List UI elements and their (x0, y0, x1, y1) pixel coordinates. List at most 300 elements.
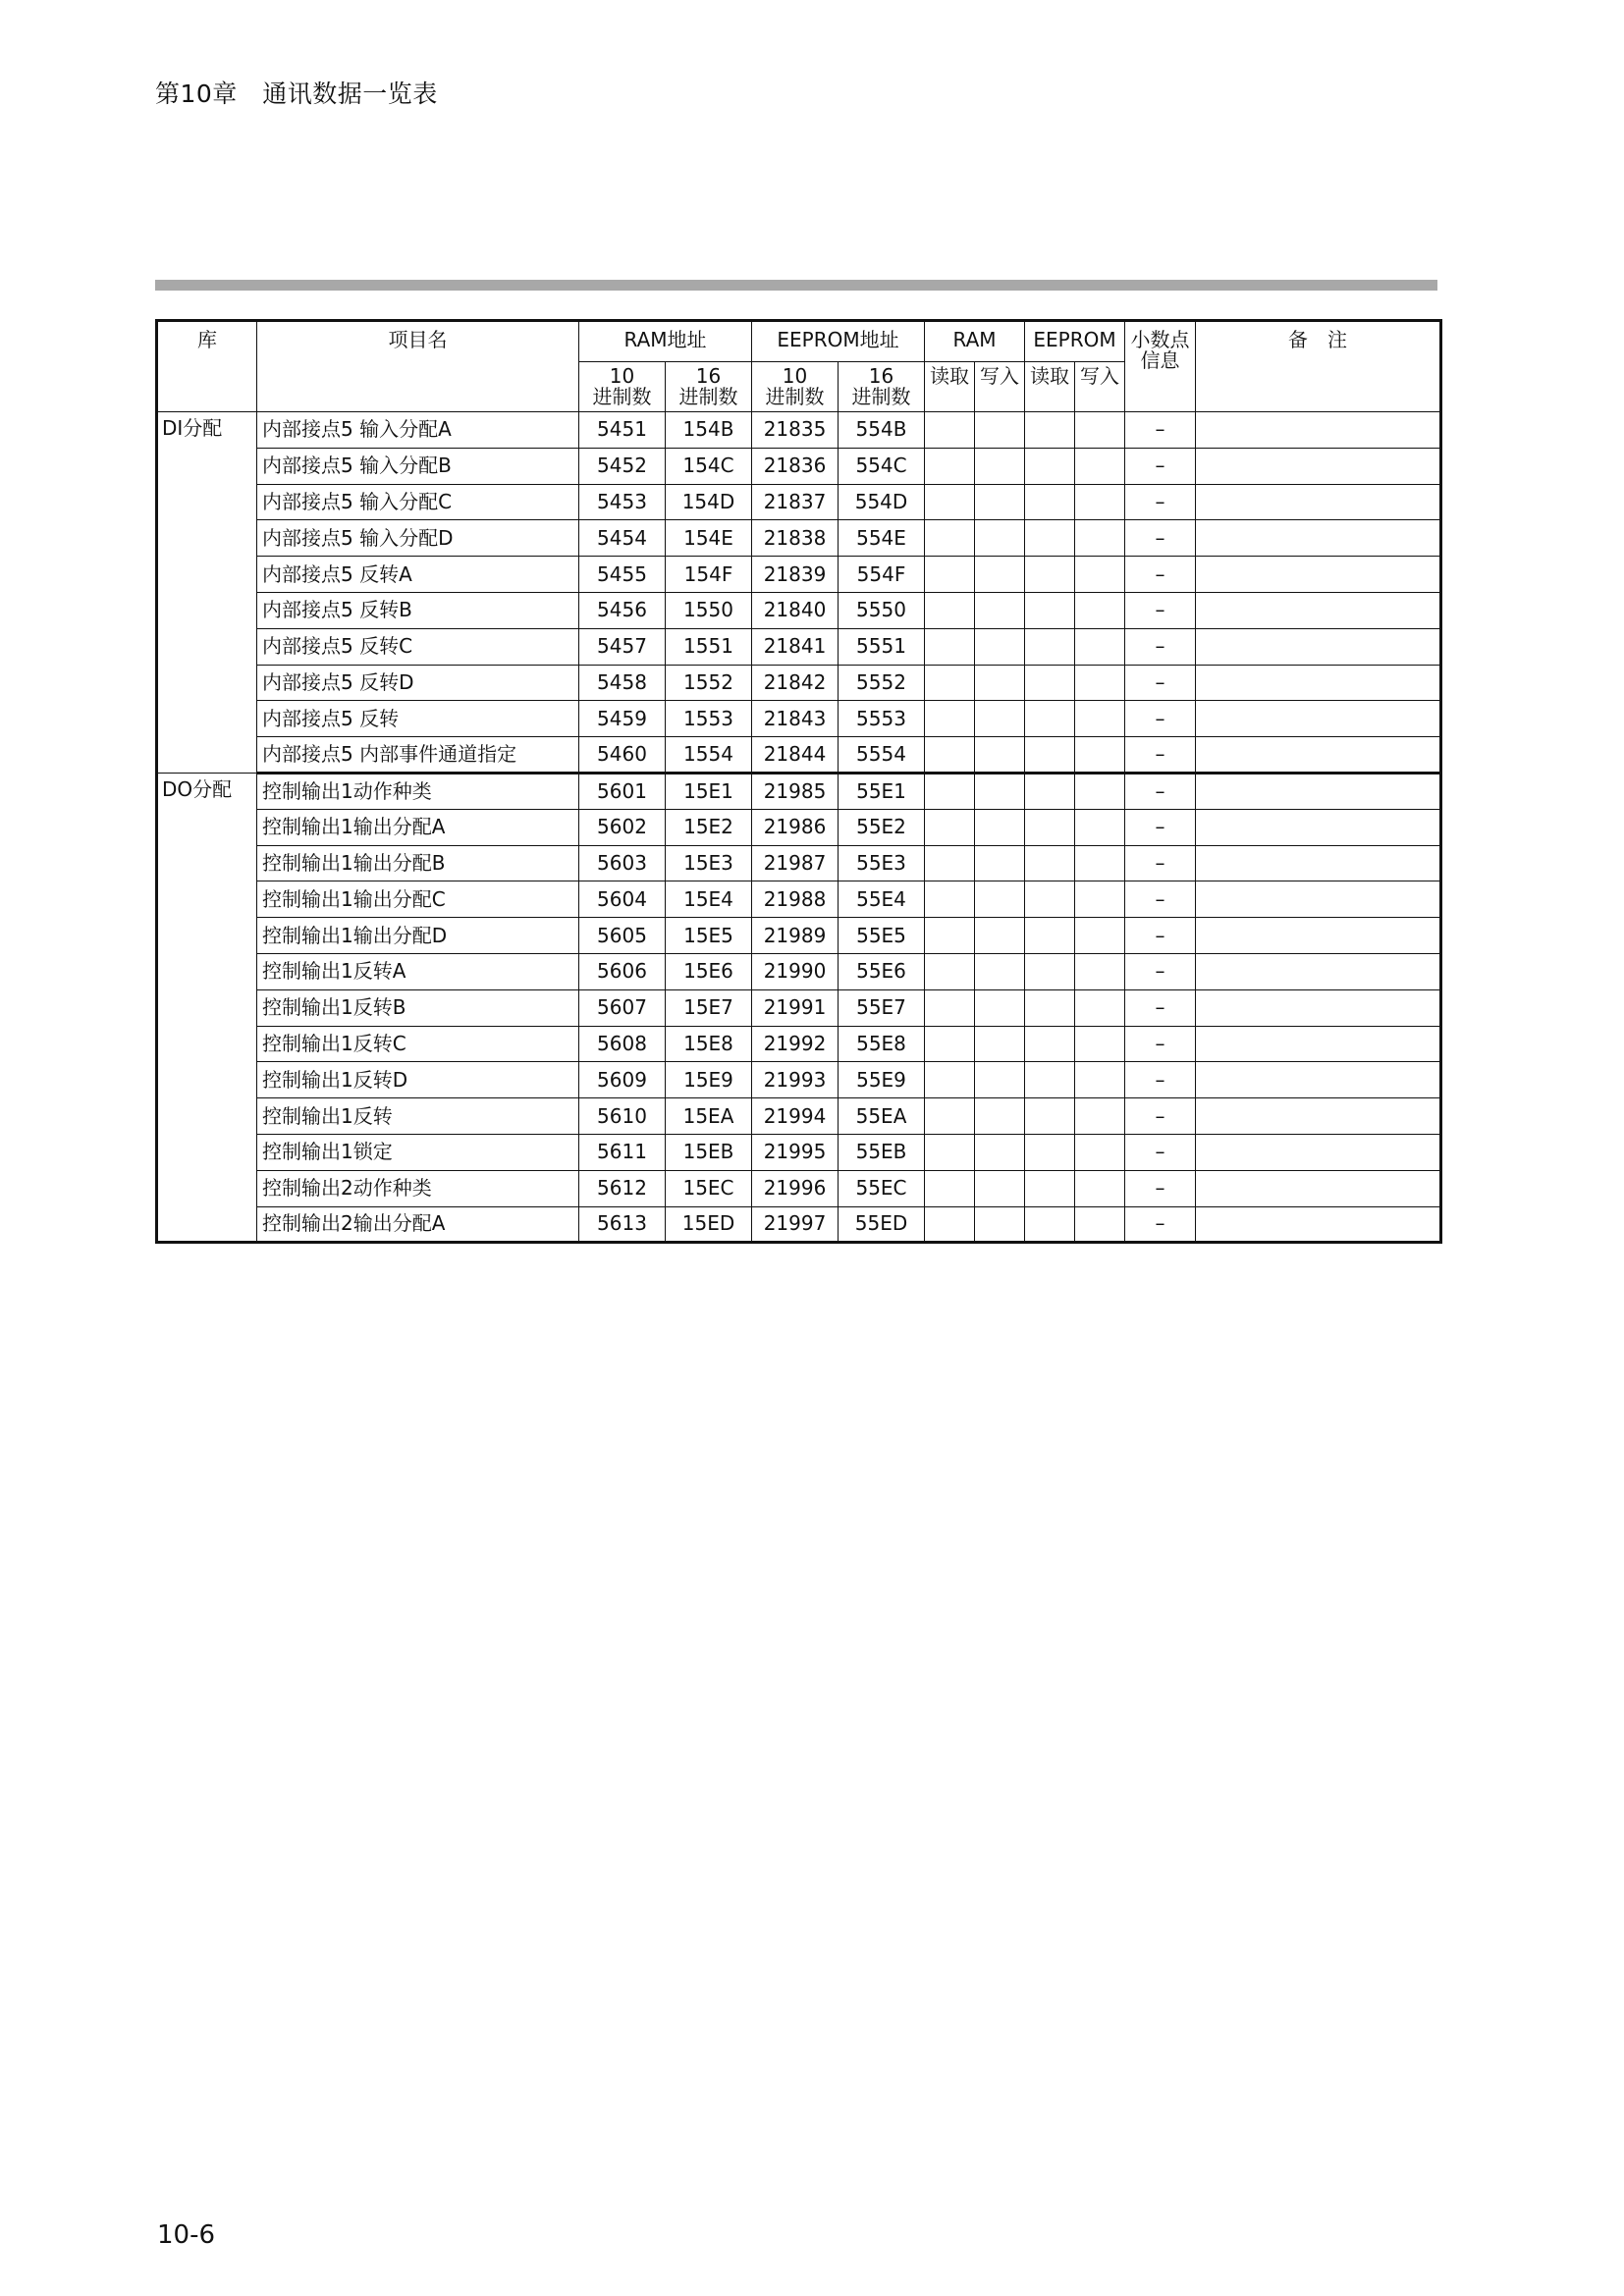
header-eeprom-dec (752, 362, 839, 412)
decimal-info-cell: – (1125, 484, 1196, 520)
eeprom-hex-cell: 55EA (839, 1098, 925, 1135)
table-row (157, 1098, 1441, 1135)
ram-hex-cell: 1553 (666, 701, 752, 737)
ram-dec-cell: 5613 (579, 1206, 666, 1243)
table-row (157, 592, 1441, 628)
ram-dec-cell: 5603 (579, 845, 666, 881)
item-name-cell: 控制输出1反转D (257, 1062, 579, 1098)
eeprom-read-cell (1025, 557, 1075, 593)
ram-read-cell (925, 773, 975, 809)
eeprom-write-cell (1075, 989, 1125, 1026)
ram-dec-cell: 5602 (579, 809, 666, 845)
ram-dec-cell: 5454 (579, 520, 666, 557)
eeprom-read-cell (1025, 809, 1075, 845)
table-row (157, 1134, 1441, 1170)
remarks-cell (1196, 557, 1441, 593)
decimal-info-cell: – (1125, 1170, 1196, 1206)
eeprom-hex-cell: 5552 (839, 665, 925, 701)
eeprom-read-cell (1025, 989, 1075, 1026)
eeprom-hex-cell: 55ED (839, 1206, 925, 1243)
ram-write-cell (975, 953, 1025, 989)
eeprom-dec-cell: 21843 (752, 701, 839, 737)
eeprom-hex-cell: 55EB (839, 1134, 925, 1170)
ram-dec-cell: 5607 (579, 989, 666, 1026)
ram-dec-cell: 5459 (579, 701, 666, 737)
item-name-cell: 内部接点5 反转D (257, 665, 579, 701)
remarks-cell (1196, 881, 1441, 918)
ram-write-cell (975, 484, 1025, 520)
item-name-cell: 控制输出2输出分配A (257, 1206, 579, 1243)
table-row (157, 520, 1441, 557)
remarks-cell (1196, 1062, 1441, 1098)
remarks-cell (1196, 809, 1441, 845)
remarks-cell (1196, 1134, 1441, 1170)
ram-write-cell (975, 592, 1025, 628)
ram-read-cell (925, 665, 975, 701)
ram-hex-cell: 1551 (666, 628, 752, 665)
header-eeprom-hex (839, 362, 925, 412)
eeprom-dec-cell: 21839 (752, 557, 839, 593)
table-row (157, 845, 1441, 881)
eeprom-hex-cell: 554D (839, 484, 925, 520)
remarks-cell (1196, 701, 1441, 737)
header-ram-dec-line1: 10 (609, 364, 635, 388)
ram-write-cell (975, 665, 1025, 701)
ram-write-cell (975, 557, 1025, 593)
decimal-info-cell: – (1125, 737, 1196, 774)
ram-dec-cell: 5457 (579, 628, 666, 665)
eeprom-dec-cell: 21838 (752, 520, 839, 557)
item-name-cell: 内部接点5 输入分配D (257, 520, 579, 557)
table-row (157, 1206, 1441, 1243)
ram-write-cell (975, 1026, 1025, 1062)
remarks-cell (1196, 628, 1441, 665)
decimal-info-cell: – (1125, 845, 1196, 881)
eeprom-write-cell (1075, 592, 1125, 628)
table-row (157, 881, 1441, 918)
eeprom-hex-cell: 55E7 (839, 989, 925, 1026)
ram-hex-cell: 154C (666, 448, 752, 484)
ram-hex-cell: 15E2 (666, 809, 752, 845)
ram-write-cell (975, 1134, 1025, 1170)
header-ram-hex (666, 362, 752, 412)
item-name-cell: 内部接点5 输入分配B (257, 448, 579, 484)
ram-dec-cell: 5452 (579, 448, 666, 484)
table-row (157, 448, 1441, 484)
remarks-cell (1196, 665, 1441, 701)
ram-read-cell (925, 1026, 975, 1062)
eeprom-dec-cell: 21836 (752, 448, 839, 484)
eeprom-write-cell (1075, 412, 1125, 449)
table-header (157, 321, 1441, 412)
ram-read-cell (925, 520, 975, 557)
ram-hex-cell: 15EA (666, 1098, 752, 1135)
eeprom-dec-cell: 21844 (752, 737, 839, 774)
item-name-cell: 内部接点5 反转C (257, 628, 579, 665)
decimal-info-cell: – (1125, 881, 1196, 918)
item-name-cell: 控制输出1输出分配B (257, 845, 579, 881)
page-number: 10-6 (157, 2220, 216, 2250)
ram-hex-cell: 154F (666, 557, 752, 593)
ram-read-cell (925, 701, 975, 737)
item-name-cell: 控制输出1动作种类 (257, 773, 579, 809)
remarks-cell (1196, 1098, 1441, 1135)
eeprom-dec-cell: 21990 (752, 953, 839, 989)
category-cell: DI分配 (157, 412, 257, 774)
eeprom-write-cell (1075, 881, 1125, 918)
ram-read-cell (925, 1098, 975, 1135)
ram-read-cell (925, 592, 975, 628)
eeprom-read-cell (1025, 1098, 1075, 1135)
eeprom-write-cell (1075, 809, 1125, 845)
ram-write-cell (975, 1098, 1025, 1135)
eeprom-read-cell (1025, 881, 1075, 918)
eeprom-hex-cell: 55E8 (839, 1026, 925, 1062)
eeprom-write-cell (1075, 628, 1125, 665)
item-name-cell: 内部接点5 反转 (257, 701, 579, 737)
header-eeprom-write: 写入 (1075, 362, 1125, 412)
remarks-cell (1196, 953, 1441, 989)
ram-write-cell (975, 918, 1025, 954)
ram-dec-cell: 5453 (579, 484, 666, 520)
table-row (157, 953, 1441, 989)
ram-read-cell (925, 989, 975, 1026)
eeprom-hex-cell: 5551 (839, 628, 925, 665)
ram-hex-cell: 1550 (666, 592, 752, 628)
eeprom-read-cell (1025, 1206, 1075, 1243)
eeprom-dec-cell: 21840 (752, 592, 839, 628)
remarks-cell (1196, 845, 1441, 881)
item-name-cell: 控制输出1输出分配D (257, 918, 579, 954)
eeprom-dec-cell: 21993 (752, 1062, 839, 1098)
eeprom-write-cell (1075, 1026, 1125, 1062)
eeprom-dec-cell: 21996 (752, 1170, 839, 1206)
header-ram-read: 读取 (925, 362, 975, 412)
ram-write-cell (975, 737, 1025, 774)
table-row (157, 918, 1441, 954)
ram-hex-cell: 1552 (666, 665, 752, 701)
table-row (157, 412, 1441, 449)
eeprom-read-cell (1025, 918, 1075, 954)
ram-hex-cell: 15ED (666, 1206, 752, 1243)
ram-write-cell (975, 1170, 1025, 1206)
communication-data-table (155, 319, 1442, 1244)
ram-write-cell (975, 412, 1025, 449)
section-divider (155, 280, 1437, 291)
ram-hex-cell: 15E7 (666, 989, 752, 1026)
eeprom-hex-cell: 554C (839, 448, 925, 484)
eeprom-write-cell (1075, 845, 1125, 881)
ram-read-cell (925, 737, 975, 774)
header-ram-dec (579, 362, 666, 412)
eeprom-hex-cell: 55E9 (839, 1062, 925, 1098)
eeprom-read-cell (1025, 953, 1075, 989)
remarks-cell (1196, 412, 1441, 449)
decimal-info-cell: – (1125, 592, 1196, 628)
ram-dec-cell: 5605 (579, 918, 666, 954)
eeprom-write-cell (1075, 1098, 1125, 1135)
table-row (157, 1026, 1441, 1062)
item-name-cell: 内部接点5 输入分配C (257, 484, 579, 520)
header-remarks: 备 注 (1196, 321, 1441, 412)
ram-read-cell (925, 412, 975, 449)
header-ram-dec-line2: 进制数 (592, 385, 652, 408)
eeprom-dec-cell: 21995 (752, 1134, 839, 1170)
ram-hex-cell: 15E6 (666, 953, 752, 989)
eeprom-hex-cell: 55E6 (839, 953, 925, 989)
ram-dec-cell: 5604 (579, 881, 666, 918)
header-decimal-info (1125, 321, 1196, 412)
ram-hex-cell: 154B (666, 412, 752, 449)
decimal-info-cell: – (1125, 520, 1196, 557)
ram-write-cell (975, 520, 1025, 557)
header-ram-hex-line2: 进制数 (678, 385, 738, 408)
eeprom-read-cell (1025, 665, 1075, 701)
decimal-info-cell: – (1125, 953, 1196, 989)
ram-hex-cell: 154E (666, 520, 752, 557)
ram-dec-cell: 5451 (579, 412, 666, 449)
ram-write-cell (975, 845, 1025, 881)
ram-hex-cell: 15EC (666, 1170, 752, 1206)
ram-hex-cell: 15E9 (666, 1062, 752, 1098)
decimal-info-cell: – (1125, 1206, 1196, 1243)
eeprom-write-cell (1075, 448, 1125, 484)
eeprom-read-cell (1025, 628, 1075, 665)
ram-read-cell (925, 1134, 975, 1170)
decimal-info-cell: – (1125, 1098, 1196, 1135)
eeprom-dec-cell: 21842 (752, 665, 839, 701)
eeprom-read-cell (1025, 412, 1075, 449)
decimal-info-cell: – (1125, 448, 1196, 484)
chapter-title: 第10章 通讯数据一览表 (155, 80, 438, 108)
ram-dec-cell: 5608 (579, 1026, 666, 1062)
eeprom-write-cell (1075, 1062, 1125, 1098)
eeprom-read-cell (1025, 773, 1075, 809)
decimal-info-cell: – (1125, 628, 1196, 665)
header-ram-hex-line1: 16 (695, 364, 722, 388)
eeprom-write-cell (1075, 1206, 1125, 1243)
ram-read-cell (925, 628, 975, 665)
ram-read-cell (925, 918, 975, 954)
eeprom-read-cell (1025, 1026, 1075, 1062)
eeprom-read-cell (1025, 448, 1075, 484)
table-row (157, 1062, 1441, 1098)
decimal-info-cell: – (1125, 665, 1196, 701)
header-ram-write: 写入 (975, 362, 1025, 412)
table-row (157, 628, 1441, 665)
header-eeprom-hex-line1: 16 (868, 364, 894, 388)
table-row (157, 989, 1441, 1026)
item-name-cell: 控制输出1反转B (257, 989, 579, 1026)
decimal-info-cell: – (1125, 701, 1196, 737)
item-name-cell: 内部接点5 内部事件通道指定 (257, 737, 579, 774)
eeprom-hex-cell: 554E (839, 520, 925, 557)
ram-write-cell (975, 1206, 1025, 1243)
eeprom-hex-cell: 55E4 (839, 881, 925, 918)
ram-write-cell (975, 701, 1025, 737)
eeprom-write-cell (1075, 953, 1125, 989)
ram-hex-cell: 15E4 (666, 881, 752, 918)
item-name-cell: 控制输出1输出分配C (257, 881, 579, 918)
decimal-info-cell: – (1125, 1026, 1196, 1062)
header-eeprom-read: 读取 (1025, 362, 1075, 412)
eeprom-hex-cell: 55EC (839, 1170, 925, 1206)
item-name-cell: 控制输出1反转 (257, 1098, 579, 1135)
header-eeprom-dec-line1: 10 (782, 364, 808, 388)
remarks-cell (1196, 592, 1441, 628)
remarks-cell (1196, 1206, 1441, 1243)
header-eeprom: EEPROM (1025, 321, 1125, 362)
remarks-cell (1196, 1170, 1441, 1206)
remarks-cell (1196, 484, 1441, 520)
ram-read-cell (925, 1062, 975, 1098)
eeprom-hex-cell: 55E3 (839, 845, 925, 881)
ram-dec-cell: 5460 (579, 737, 666, 774)
eeprom-write-cell (1075, 520, 1125, 557)
eeprom-read-cell (1025, 484, 1075, 520)
ram-read-cell (925, 809, 975, 845)
ram-dec-cell: 5456 (579, 592, 666, 628)
decimal-info-cell: – (1125, 412, 1196, 449)
eeprom-write-cell (1075, 665, 1125, 701)
ram-dec-cell: 5611 (579, 1134, 666, 1170)
eeprom-read-cell (1025, 1134, 1075, 1170)
eeprom-read-cell (1025, 701, 1075, 737)
eeprom-hex-cell: 55E2 (839, 809, 925, 845)
eeprom-dec-cell: 21987 (752, 845, 839, 881)
remarks-cell (1196, 737, 1441, 774)
eeprom-write-cell (1075, 773, 1125, 809)
eeprom-read-cell (1025, 1062, 1075, 1098)
table-row (157, 665, 1441, 701)
item-name-cell: 控制输出1锁定 (257, 1134, 579, 1170)
ram-dec-cell: 5610 (579, 1098, 666, 1135)
remarks-cell (1196, 918, 1441, 954)
header-ram-address: RAM地址 (579, 321, 752, 362)
eeprom-dec-cell: 21989 (752, 918, 839, 954)
header-decimal-info-line1: 小数点 (1130, 328, 1190, 351)
remarks-cell (1196, 773, 1441, 809)
eeprom-dec-cell: 21835 (752, 412, 839, 449)
item-name-cell: 控制输出1输出分配A (257, 809, 579, 845)
header-eeprom-dec-line2: 进制数 (765, 385, 825, 408)
header-decimal-info-line2: 信息 (1140, 348, 1180, 372)
eeprom-write-cell (1075, 1134, 1125, 1170)
item-name-cell: 控制输出2动作种类 (257, 1170, 579, 1206)
header-category: 库 (157, 321, 257, 412)
ram-dec-cell: 5609 (579, 1062, 666, 1098)
header-eeprom-hex-line2: 进制数 (851, 385, 911, 408)
eeprom-read-cell (1025, 1170, 1075, 1206)
decimal-info-cell: – (1125, 773, 1196, 809)
remarks-cell (1196, 989, 1441, 1026)
category-cell: DO分配 (157, 773, 257, 1242)
ram-write-cell (975, 881, 1025, 918)
eeprom-hex-cell: 5550 (839, 592, 925, 628)
ram-read-cell (925, 1170, 975, 1206)
ram-write-cell (975, 1062, 1025, 1098)
eeprom-dec-cell: 21841 (752, 628, 839, 665)
table-row (157, 737, 1441, 774)
table-row (157, 809, 1441, 845)
ram-write-cell (975, 628, 1025, 665)
eeprom-hex-cell: 554B (839, 412, 925, 449)
eeprom-write-cell (1075, 701, 1125, 737)
ram-read-cell (925, 953, 975, 989)
ram-write-cell (975, 989, 1025, 1026)
ram-dec-cell: 5612 (579, 1170, 666, 1206)
header-eeprom-address: EEPROM地址 (752, 321, 925, 362)
ram-hex-cell: 15E1 (666, 773, 752, 809)
remarks-cell (1196, 448, 1441, 484)
eeprom-read-cell (1025, 520, 1075, 557)
item-name-cell: 内部接点5 输入分配A (257, 412, 579, 449)
item-name-cell: 内部接点5 反转B (257, 592, 579, 628)
ram-dec-cell: 5606 (579, 953, 666, 989)
eeprom-dec-cell: 21997 (752, 1206, 839, 1243)
eeprom-hex-cell: 5553 (839, 701, 925, 737)
remarks-cell (1196, 520, 1441, 557)
eeprom-write-cell (1075, 737, 1125, 774)
eeprom-write-cell (1075, 484, 1125, 520)
item-name-cell: 控制输出1反转A (257, 953, 579, 989)
eeprom-dec-cell: 21986 (752, 809, 839, 845)
decimal-info-cell: – (1125, 918, 1196, 954)
decimal-info-cell: – (1125, 1134, 1196, 1170)
table-row (157, 701, 1441, 737)
eeprom-dec-cell: 21985 (752, 773, 839, 809)
item-name-cell: 控制输出1反转C (257, 1026, 579, 1062)
table-body (157, 412, 1441, 1243)
ram-read-cell (925, 448, 975, 484)
eeprom-hex-cell: 554F (839, 557, 925, 593)
decimal-info-cell: – (1125, 809, 1196, 845)
ram-hex-cell: 15EB (666, 1134, 752, 1170)
eeprom-hex-cell: 55E5 (839, 918, 925, 954)
header-ram: RAM (925, 321, 1025, 362)
eeprom-hex-cell: 5554 (839, 737, 925, 774)
decimal-info-cell: – (1125, 557, 1196, 593)
eeprom-dec-cell: 21991 (752, 989, 839, 1026)
table-row (157, 484, 1441, 520)
ram-hex-cell: 1554 (666, 737, 752, 774)
eeprom-write-cell (1075, 1170, 1125, 1206)
ram-write-cell (975, 448, 1025, 484)
eeprom-dec-cell: 21837 (752, 484, 839, 520)
ram-dec-cell: 5601 (579, 773, 666, 809)
ram-read-cell (925, 845, 975, 881)
eeprom-read-cell (1025, 845, 1075, 881)
eeprom-dec-cell: 21992 (752, 1026, 839, 1062)
decimal-info-cell: – (1125, 989, 1196, 1026)
ram-hex-cell: 15E5 (666, 918, 752, 954)
ram-dec-cell: 5455 (579, 557, 666, 593)
eeprom-write-cell (1075, 557, 1125, 593)
decimal-info-cell: – (1125, 1062, 1196, 1098)
eeprom-dec-cell: 21994 (752, 1098, 839, 1135)
item-name-cell: 内部接点5 反转A (257, 557, 579, 593)
header-item-name: 项目名 (257, 321, 579, 412)
eeprom-dec-cell: 21988 (752, 881, 839, 918)
table-row (157, 1170, 1441, 1206)
ram-hex-cell: 15E3 (666, 845, 752, 881)
ram-dec-cell: 5458 (579, 665, 666, 701)
eeprom-read-cell (1025, 592, 1075, 628)
ram-write-cell (975, 809, 1025, 845)
eeprom-hex-cell: 55E1 (839, 773, 925, 809)
ram-read-cell (925, 484, 975, 520)
table-row (157, 773, 1441, 809)
